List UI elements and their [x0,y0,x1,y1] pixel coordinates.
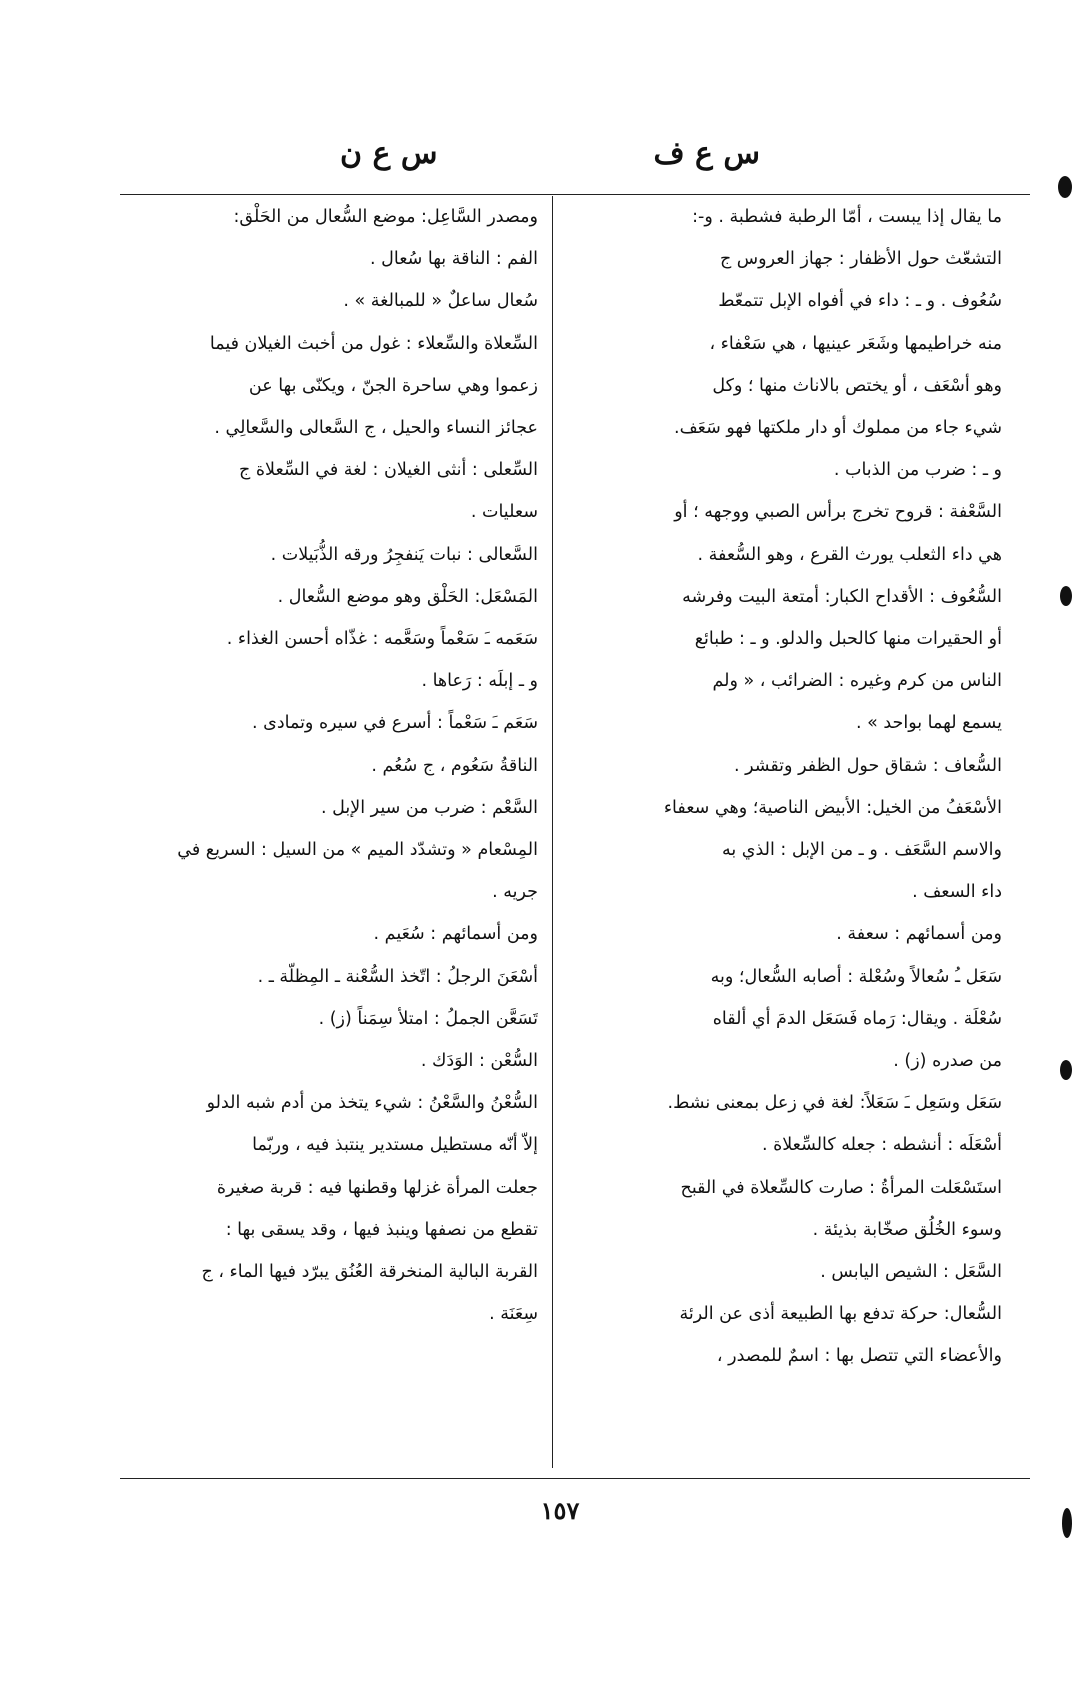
text-line: السُّعُوف : الأقداح الكبار: أمتعة البيت وفرشه [682,586,1002,607]
text-line: زعموا وهي ساحرة الجنّ ، ويكنّى بها عن [248,375,538,396]
text-line: والأعضاء التي تتصل بها : اسمٌ للمصدر ، [716,1346,1002,1367]
text-line: المَسْعَل: الحَلْق وهو موضع السُّعال . [277,586,538,607]
text-line: هي داء الثعلب يورث القرع ، وهو السُّعفة . [697,544,1002,565]
right-column-root-heading: س ع ف [653,136,760,171]
text-line: إلاّ أنّه مستطيل مستدير ينتبذ فيه ، وربّما [252,1135,538,1156]
text-line: الأسْعَفُ من الخيل: الأبيض الناصية؛ وهي سعفاء [663,797,1002,818]
ink-blot-mark [1062,1508,1072,1538]
text-line: السَّعْفة : قروح تخرج برأس الصبي ووجهه ؛ أو [674,502,1002,523]
text-line: سعليات . [470,502,538,523]
text-line: و ـ : ضرب من الذباب . [833,460,1002,481]
text-line: السُّعْن : الوَدَك . [420,1051,538,1072]
text-line: السَّعْم : ضرب من سير الإبل . [321,797,538,818]
page-number: ١٥٧ [540,1496,580,1525]
text-line: السُّعْنُ والسَّعْنُ : شيء يتخذ من أدم شبه الدلو [206,1093,538,1114]
text-line: سُعُوف . و ـ : داء في أفواه الإبل تتمعّط [718,291,1002,312]
text-line: ما يقال إذا يبست ، أمّا الرطبة فشطبة . و-: [692,207,1002,227]
text-line: السَّعَل : الشيص اليابس . [820,1262,1002,1283]
text-line: سُعْلَة . ويقال: رَماه فَسَعَل الدمَ أي ألقاه [712,1008,1002,1029]
left-column-root-heading: س ع ن [340,136,438,171]
text-line: سَعَل ـُ سُعالاً وسُعْلة : أصابه السُّعال؛ وبه [710,966,1002,987]
text-line: السِّعلاة والسِّعلاء : غول من أخبث الغيلان فيما [209,333,538,354]
text-line: سَعَم ـَ سَعْماً : أسرع في سيره وتمادى . [252,713,538,734]
text-line: الناقةُ سَعُوم ، ج سُعُم . [371,755,538,776]
text-line: جريه . [492,882,538,903]
text-line: استَسْعَلت المرأةُ : صارت كالسِّعلاة في القبح [680,1177,1002,1198]
ink-blot-mark [1058,176,1072,198]
text-line: سِعَنَة . [489,1304,538,1325]
text-line: السِّعلى : أنثى الغيلان : لغة في السِّعلاة ج [239,460,538,481]
right-column [566,196,1002,1466]
text-line: و ـ إبلَه : رَعاها . [421,671,538,692]
text-line: وسوء الخُلُق صخّابة بذيئة . [812,1219,1002,1240]
text-line: المِسْعام « وتشدّد الميم » من السيل : السريع في [177,840,538,861]
text-line: تَسَعَّن الجملُ : امتلأ سِمَناً (ز) . [318,1008,538,1029]
text-line: أسْعَلَه : أنشطه : جعله كالسِّعلاة . [761,1135,1002,1156]
top-rule [120,194,1030,195]
text-line: الناس من كرم وغيره : الضرائب ، « ولم [712,671,1002,692]
text-line: ومصدر السَّاعِل: موضع السُّعال من الحَلْق: [233,207,538,227]
text-line: السَّعالى : نبات يَنفجِرُ ورقه الذُّبَيلات . [270,544,538,565]
page-header [100,120,1060,180]
text-line: ومن أسمائهم : سعفة . [836,924,1002,945]
text-line: من صدره (ز) . [893,1051,1002,1072]
text-line: تقطع من نصفها وينبذ فيها ، وقد يسقى بها : [225,1219,538,1240]
text-line: الفم : الناقة بها سُعال . [370,249,538,270]
text-line: أسْعَنَ الرجلُ : اتّخذ السُّعْنة ـ المِظلّة ـ . [257,966,538,987]
text-line: سُعال ساعلٌ « للمبالغة » . [343,291,538,312]
text-line: منه خراطيمها وشَعَر عينيها ، هي سَعْفاء ، [709,333,1002,354]
ink-blot-mark [1060,1060,1072,1080]
text-line: ومن أسمائهم : سُعَيم . [373,924,538,945]
text-line: جعلت المرأة غزلها وقطنها فيه : قربة صغيرة [216,1177,538,1198]
text-line: القربة البالية المنخرقة العُنُق يبرّد فيها الماء ، ج [201,1262,538,1283]
text-line: والاسم السَّعَف . و ـ من الإبل : الذي به [721,840,1002,861]
text-line: عجائز النساء والحيل ، ج السَّعالى والسَّعالِي . [214,418,538,439]
text-line: التشعّث حول الأظفار : جهاز العروس ج [719,249,1002,270]
text-line: داء السعف . [912,882,1002,903]
text-line: أو الحقيرات منها كالحبل والدلو. و ـ : طبائع [694,629,1002,650]
text-line: السُّعاف : شقاق حول الظفر وتقشر . [733,755,1002,776]
ink-blot-mark [1060,586,1072,606]
text-line: وهو أسْعَف ، أو يختص بالاناث منها ؛ وكل [712,375,1002,396]
text-line: سَعَمه ـَ سَعْماً وسَعَّمه : غذّاه أحسن الغذاء . [226,629,538,650]
left-column [84,196,538,1466]
text-line: السُّعال: حركة تدفع بها الطبيعة أذى عن الرئة [679,1304,1002,1325]
text-line: يسمع لهما بواحد » . [855,713,1002,734]
bottom-rule [120,1478,1030,1479]
text-line: شيء جاء من مملوك أو دار ملكتها فهو سَعَف. [674,418,1002,439]
text-line: سَعَل وسَعِل ـَ سَعَلاً: لغة في زعل بمعنى نشط. [667,1093,1002,1114]
column-divider [552,196,553,1468]
